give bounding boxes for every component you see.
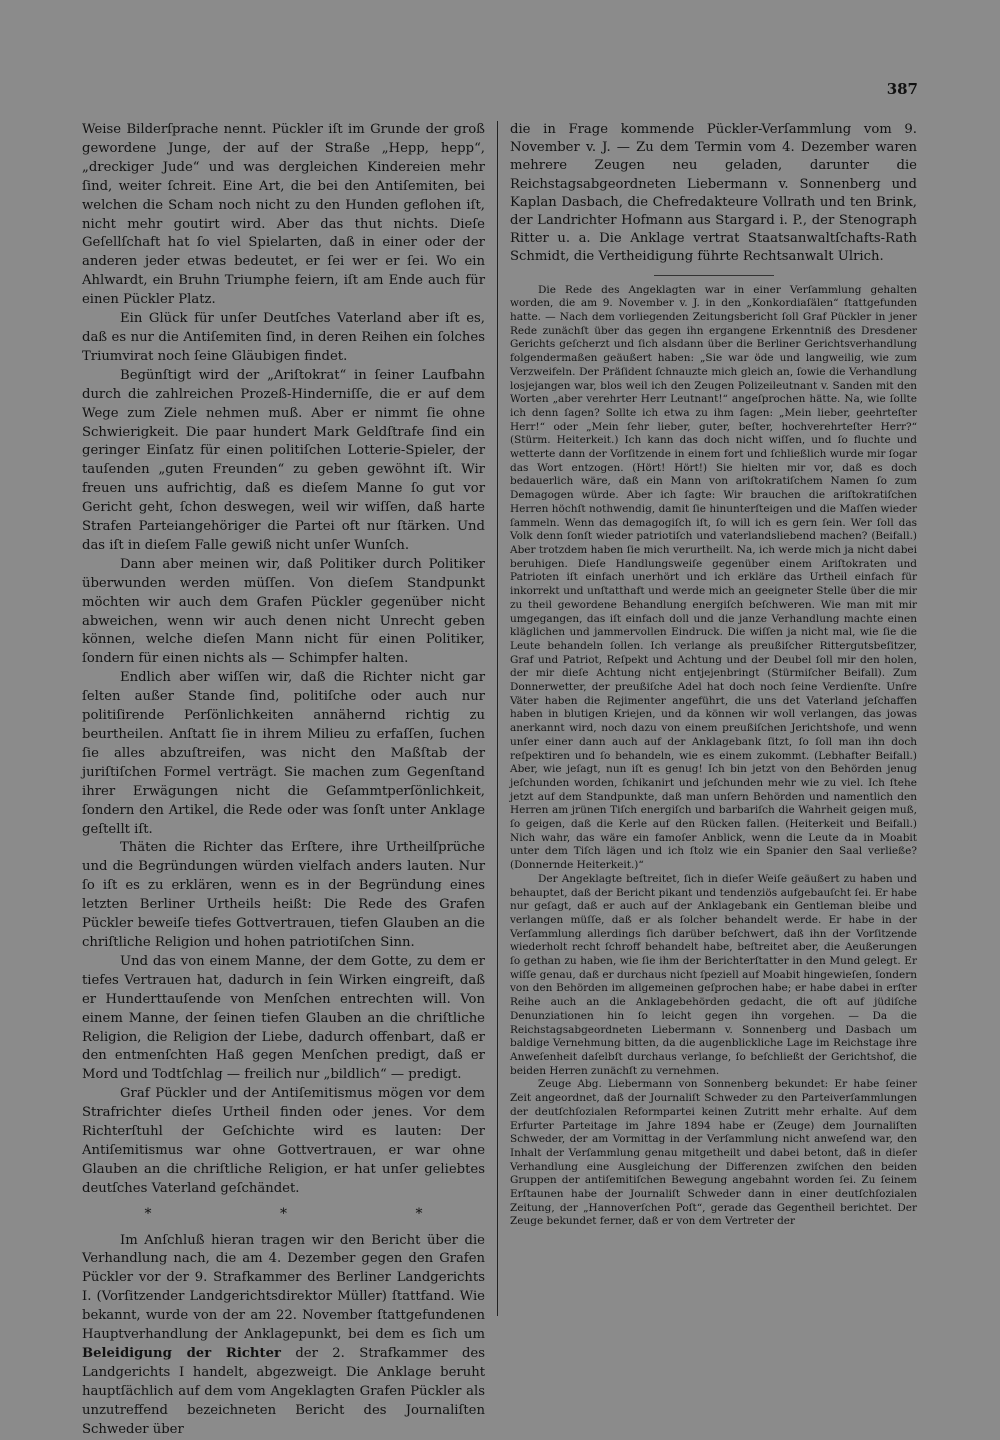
right-small-paragraph-2: Der Angeklagte beſtreitet, ſich in dieſer Weiſe geäußert zu haben und behauptet, daß der Bericht pikant und tendenziös aufgebauſcht ſei. Er habe nur geſagt, daß er auch auf der Anklagebank ein Gentleman bleibe und verlangen müſſe, daß er als ſolcher behandelt werde. Er habe in der Verſammlung allerdings ſich darüber beſchwert, daß ihn der Vorſitzende wiederholt recht ſchroff behandelt habe, beſtreitet aber, die Aeußerungen ſo gethan zu haben, wie ſie ihm der Berichterſtatter in den Mund gelegt. Er wiſſe genau, daß er durchaus nicht ſpeziell auf Moabit hingewieſen, ſondern von den Behörden im allgemeinen geſprochen habe; er habe dabei in erſter Reihe auch an die Anklagebehörden gedacht, die oft auf jüdiſche Denunziationen hin ſo leicht gegen ihn vorgehen. — Da die Reichstagsabgeordneten Liebermann v. Sonnenberg und Dasbach um baldige Vernehmung bitten, da die augenblickliche Lage im Reichstage ihre Anweſenheit daſelbſt durchaus verlange, ſo beſchließt der Gerichtshof, die beiden Herren zunächſt zu vernehmen. xyxy=(510,872,917,1077)
left-paragraph-4: Dann aber meinen wir, daß Politiker durch Politiker überwunden werden müſſen. Von dieſem Standpunkt möchten wir auch dem Grafen Pückler gegenüber nicht abweichen, wenn wir auch denen nicht Unrecht geben können, welche dieſen Mann nicht für einen Politiker, ſondern für einen nichts als — Schimpfer halten. xyxy=(82,556,485,667)
right-small-text xyxy=(510,284,917,1230)
left-paragraph-1: Weise Bilderſprache nennt. Pückler iſt im Grunde der groß gewordene Junge, der auf der Straße „Hepp, hepp“, „dreckiger Jude“ und was dergleichen Kindereien mehr ſind, weiter ſchreit. Eine Art, die bei den Antiſemiten, bei welchen die Scham noch nicht zu den Hunden geflohen iſt, nicht mehr goutirt wird. Aber das thut nichts. Dieſe Geſellſchaft hat ſo viel Spielarten, daß in einer oder der anderen jeder etwas bedeutet, er ſei wer er ſei. Wo ein Ahlwardt, ein Bruhn Triumphe feiern, iſt am Ende auch für einen Pückler Platz. xyxy=(82,122,485,308)
left-paragraph-5: Endlich aber wiſſen wir, daß die Richter nicht gar ſelten außer Stande ſind, politiſche oder auch nur politiſirende Perſönlichkeiten annähernd richtig zu beurtheilen. Anſtatt ſie in ihrem Milieu zu erfaſſen, ſuchen ſie alles abzuſtreifen, was nicht den Maßſtab der juriſtiſchen Formel verträgt. Sie machen zum Gegenſtand ihrer Erwägungen nicht die Geſammtperſönlichkeit, ſondern den Artikel, die Rede oder was ſonſt unter Anklage geſtellt iſt. xyxy=(82,670,485,837)
left-paragraph-7: Und das von einem Manne, der dem Gotte, zu dem er tiefes Vertrauen hat, dadurch in ſein Wirken eingreift, daß er Hunderttauſende von Menſchen entrechten will. Von einem Manne, der ſeinen tiefen Glauben an die chriſtliche Religion, die Religion der Liebe, dadurch offenbart, daß er den entmenſchten Haß gegen Menſchen predigt, daß er Mord und Todtſchlag — freilich nur „bildlich“ — predigt. xyxy=(82,953,485,1083)
closing-bold-heading: Beleidigung der Richter xyxy=(82,1346,281,1361)
left-closing-paragraph xyxy=(82,1232,485,1440)
left-paragraph-3: Begünſtigt wird der „Ariſtokrat“ in ſeiner Laufbahn durch die zahlreichen Prozeß-Hinderniſſe, die er auf dem Wege zum Ziele nehmen muß. Aber er nimmt ſie ohne Schwierigkeit. Die paar hundert Mark Geldſtrafe ſind ein geringer Einſatz für einen politiſchen Lotterie-Spieler, der tauſenden „guten Freunden“ zu geben gewöhnt iſt. Wir freuen uns aufrichtig, daß es dieſem Manne ſo gut vor Gericht geht, ſchon deswegen, weil wir wiſſen, daß harte Strafen Parteiangehöriger die Partei oft nur ſtärken. Und das iſt in dieſem Falle gewiß nicht unſer Wunſch. xyxy=(82,367,485,553)
left-paragraph-6: Thäten die Richter das Erſtere, ihre Urtheilſprüche und die Begründungen würden vielfach anders lauten. Nur ſo iſt es zu erklären, wenn es in der Begründung eines letzten Berliner Urtheils heißt: Die Rede des Grafen Pückler beweiſe tiefes Gottvertrauen, tiefen Glauben an die chriſtliche Religion und hohen patriotiſchen Sinn. xyxy=(82,840,485,950)
left-paragraph-2: Ein Glück für unſer Deutſches Vaterland aber iſt es, daß es nur die Antiſemiten ſind, in deren Reihen ein ſolches Triumvirat noch ſeine Gläubigen findet. xyxy=(82,311,485,364)
right-intro-paragraph: die in Frage kommende Pückler-Verſammlung vom 9. November v. J. — Zu dem Termin vom 4. Dezember waren mehrere Zeugen neu geladen, darunter die Reichstagsabgeordneten Liebermann v. Sonnenberg und Kaplan Dasbach, die Chefredakteure Vollrath und ten Brink, der Landrichter Hofmann aus Stargard i. P., der Stenograph Ritter u. a. Die Anklage vertrat Staatsanwaltſchafts-Rath Schmidt, die Vertheidigung führte Rechtsanwalt Ulrich. xyxy=(510,122,917,265)
column-rule xyxy=(497,121,498,1316)
section-separator: * * * xyxy=(144,1205,485,1222)
closing-text-after: der 2. Strafkammer des Landgerichts I handelt, abgezweigt. Die Anklage beruht hauptſächlich auf dem vom Angeklagten Grafen Pückler als unzutreffend bezeichneten Bericht des Journaliſten Schweder über xyxy=(82,1346,485,1437)
left-column xyxy=(82,121,485,1437)
closing-text-before: Im Anſchluß hieran tragen wir den Bericht über die Verhandlung nach, die am 4. Dezember gegen den Grafen Pückler vor der 9. Strafkammer des Berliner Landgerichts I. (Vorſitzender Landgerichtsdirektor Müller) ſtattfand. Wie bekannt, wurde von der am 22. November ſtattgefundenen Hauptverhandlung der Anklagepunkt, bei dem es ſich um xyxy=(82,1232,485,1343)
left-paragraph-8: Graf Pückler und der Antiſemitismus mögen vor dem Strafrichter dieſes Urtheil finden oder jenes. Vor dem Richterſtuhl der Geſchichte wird es lauten: Der Antiſemitismus war ohne Gottvertrauen, er war ohne Glauben an die chriſtliche Religion, er hat unſer geliebtes deutſches Vaterland geſchändet. xyxy=(82,1086,485,1196)
page-number: 387 xyxy=(886,80,918,98)
right-small-paragraph-3: Zeuge Abg. Liebermann von Sonnenberg bekundet: Er habe ſeiner Zeit angeordnet, daß der Journaliſt Schweder zu den Parteiverſammlungen der deutſchſozialen Reformpartei keinen Zutritt mehr erhalte. Auf dem Erfurter Parteitage im Jahre 1894 habe er (Zeuge) dem Journaliſten Schweder, der am Vormittag in der Verſammlung nicht anweſend war, den Inhalt der Verſammlung genau mitgetheilt und dabei betont, daß in dieſer Verhandlung eine Ausgleichung der Differenzen zwiſchen den beiden Gruppen der antiſemitiſchen Bewegung angebahnt worden ſei. Zu ſeinem Erſtaunen habe der Journaliſt Schweder dann in einer deutſchſozialen Zeitung, der „Hannoverſchen Poſt“, gerade das Gegentheil berichtet. Der Zeuge bekundet ferner, daß er von dem Vertreter der xyxy=(510,1078,917,1228)
right-rule xyxy=(654,275,774,276)
right-column xyxy=(510,121,917,1321)
right-small-paragraph-1: Die Rede des Angeklagten war in einer Verſammlung gehalten worden, die am 9. November v. J. in den „Konkordiaſälen“ ſtattgefunden hatte. — Nach dem vorliegenden Zeitungsbericht ſoll Graf Pückler in jener Rede zunächſt über das gegen ihn ergangene Erkenntniß des Dresdener Gerichts geſcherzt und ſich alsdann über die Berliner Gerichtsverhandlung folgendermaßen geäußert haben: „Sie war öde und langweilig, wie zum Verzweifeln. Der Präſident ſchnauzte mich gleich an, ſowie die Verhandlung losjejangen war, blos weil ich den Zeugen Polizeileutnant v. Sanden mit den Worten „aber verehrter Herr Leutnant!“ angeſprochen hätte. Na, wie ſollte ich denn ſagen? Sollte ich etwa zu ihm ſagen: „Mein lieber, geehrteſter Herr!“ oder „Mein ſehr lieber, guter, beſter, hochverehrteſter Herr?“ (Stürm. Heiterkeit.) Ich kann das doch nicht wiſſen, und ſo fluchte und wetterte dann der Vorſitzende in einem fort und ſchließlich wurde mir ſogar das Wort entzogen. (Hört! Hört!) Sie hielten mir vor, daß es doch bedauerlich wäre, daß ein Mann von ariſtokratiſchem Namen ſo zum Demagogen würde. Aber ich ſagte: Wir brauchen die ariſtokratiſchen Herren höchſt nothwendig, damit ſie hinunterſteigen und die Maſſen wieder ſammeln. Wenn das demagogiſch iſt, ſo will ich es gern ſein. Wer ſoll das Volk denn ſonſt wieder patriotiſch und vaterlandsliebend machen? (Beifall.) Aber trotzdem haben ſie mich verurtheilt. Na, ich werde mich ja nicht dabei beruhigen. Dieſe Handlungsweiſe gegenüber einem Ariſtokraten und Patrioten iſt einfach unerhört und ich erkläre das Urtheil einfach für inkorrekt und unſtatthaft und werde mich an geeigneter Stelle über die mir zu theil gewordene Behandlung energiſch beſchweren. Wie man mit mir umgegangen, das iſt einfach doll und die janze Verhandlung machte einen kläglichen und jammervollen Eindruck. Die wiſſen ja nicht mal, wie ſie die Leute behandeln ſollen. Ich verlange als preußiſcher Rittergutsbeſitzer, Graf und Patriot, Reſpekt und Achtung und der Deubel ſoll mir den holen, der mir dieſe Achtung nicht entjejenbringt (Stürmiſcher Beifall). Zum Donnerwetter, der preußiſche Adel hat doch noch ſeine Verdienſte. Unſre Väter haben die Rejimenter angeführt, die uns det Vaterland jeſchaffen haben in blutigen Kriejen, und da können wir woll verlangen, das jowas anerkannt wird, noch dazu von einem preußiſchen Jerichtshofe, und wenn unſer einer dann auch auf der Anklagebank ſitzt, ſo ſoll man ihn doch reſpektiren und ſo behandeln, wie es einem zukommt. (Lebhafter Beifall.) Aber, wie jeſagt, nun iſt es genug! Ich bin jetzt von den Behörden jenug jeſchunden worden, ſchikanirt und jeſchunden mehr wie zu viel. Ich ſtehe jetzt auf dem Standpunkte, daß man unſern Behörden und namentlich den Herren am jrünen Tiſch energiſch und barbariſch die Wahrheit geigen muß, ſo geigen, daß die Kerle auf den Rücken fallen. (Heiterkeit und Beifall.) Nich wahr, das wäre ein famoſer Anblick, wenn die Leute da in Moabit unter dem Tiſch lägen und ich ſtolz wie ein Spanier den Saal verließe? (Donnernde Heiterkeit.)“ xyxy=(510,283,917,872)
